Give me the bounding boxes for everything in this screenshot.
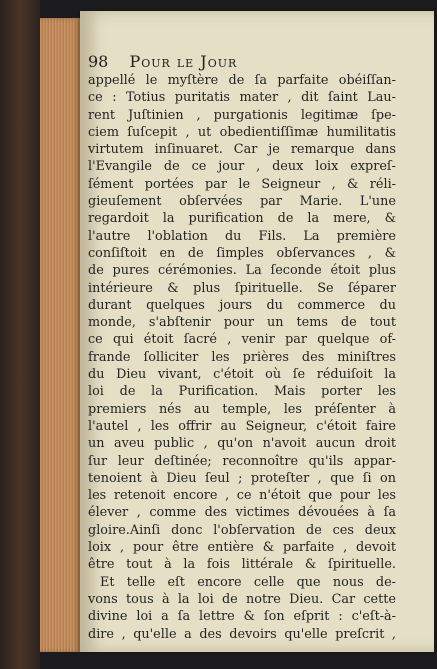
text-line: l'autre l'oblation du Fils. La première <box>88 228 396 244</box>
text-line: dire , qu'elle a des devoirs qu'elle preſcrit , <box>88 626 396 642</box>
page-number: 98 <box>88 52 109 71</box>
text-line: les retenoit encore , ce n'étoit que pour les <box>88 488 396 504</box>
book-binding <box>0 0 40 669</box>
text-line: frande ſolliciter les prières des miniſtres <box>88 349 396 365</box>
text-line: durant quelques jours du commerce du <box>88 297 396 313</box>
text-line: loix , pour être entière & parfaite , devoit <box>88 540 396 556</box>
text-line: premiers nés au temple, les préſenter à <box>88 401 396 417</box>
text-line: élever , comme des victimes dévouées à ſa <box>88 505 396 521</box>
text-line: ce qui étoit ſacré , venir par quelque of- <box>88 332 396 348</box>
text-line: gloire.Ainſi donc l'obſervation de ces deux <box>88 522 396 538</box>
text-line: loi de la Purification. Mais porter les <box>88 384 396 400</box>
text-line: rent Juſtinien , purgationis legitimæ ſpe- <box>88 107 396 123</box>
text-line: ſément portées par le Seigneur , & réli- <box>88 176 396 192</box>
text-line: gieuſement obſervées par Marie. L'une <box>88 194 396 210</box>
running-head: Pour le Jour <box>129 52 238 71</box>
text-line: virtutem inſinuaret. Car je remarque dans <box>88 142 396 158</box>
text-line: ce : Totius puritatis mater , dit ſaint Lau- <box>88 90 396 106</box>
text-line: regardoit la purification de la mere, & <box>88 211 396 227</box>
text-line: être tout à la fois littérale & ſpirituelle. <box>88 557 396 573</box>
text-line: conſiſtoit en de ſimples obſervances , & <box>88 245 396 261</box>
text-line: l'autel , les offrir au Seigneur, c'étoit faire <box>88 418 396 434</box>
text-line: monde, s'abſtenir pour un tems de tout <box>88 315 396 331</box>
text-line: Et telle eſt encore celle que nous de- <box>100 574 396 590</box>
text-line: un aveu public , qu'on n'avoit aucun droit <box>88 436 396 452</box>
page-header <box>88 54 358 70</box>
text-line: divine loi a ſa lettre & ſon eſprit : c'eſt-à- <box>88 609 396 625</box>
text-line: de pures cérémonies. La ſeconde étoit plus <box>88 263 396 279</box>
text-line: vons tous à la loi de notre Dieu. Car cette <box>88 591 396 607</box>
body-text <box>88 72 396 642</box>
text-line: l'Evangile de ce jour , deux loix expreſ- <box>88 159 396 175</box>
text-line: appellé le myſtère de ſa parfaite obéiſſan- <box>88 73 396 88</box>
text-line: intérieure & plus ſpirituelle. Se ſéparer <box>88 280 396 296</box>
text-line: ciem ſuſcepit , ut obedientiſſimæ humilitatis <box>88 124 396 140</box>
text-line: du Dieu vivant, c'étoit où ſe réduiſoit la <box>88 367 396 383</box>
text-line: ſur leur deſtinée; reconnoître qu'ils appar- <box>88 453 396 469</box>
page-edges <box>40 18 80 652</box>
text-line: tenoient à Dieu ſeul ; proteſter , que ſi on <box>88 470 396 486</box>
